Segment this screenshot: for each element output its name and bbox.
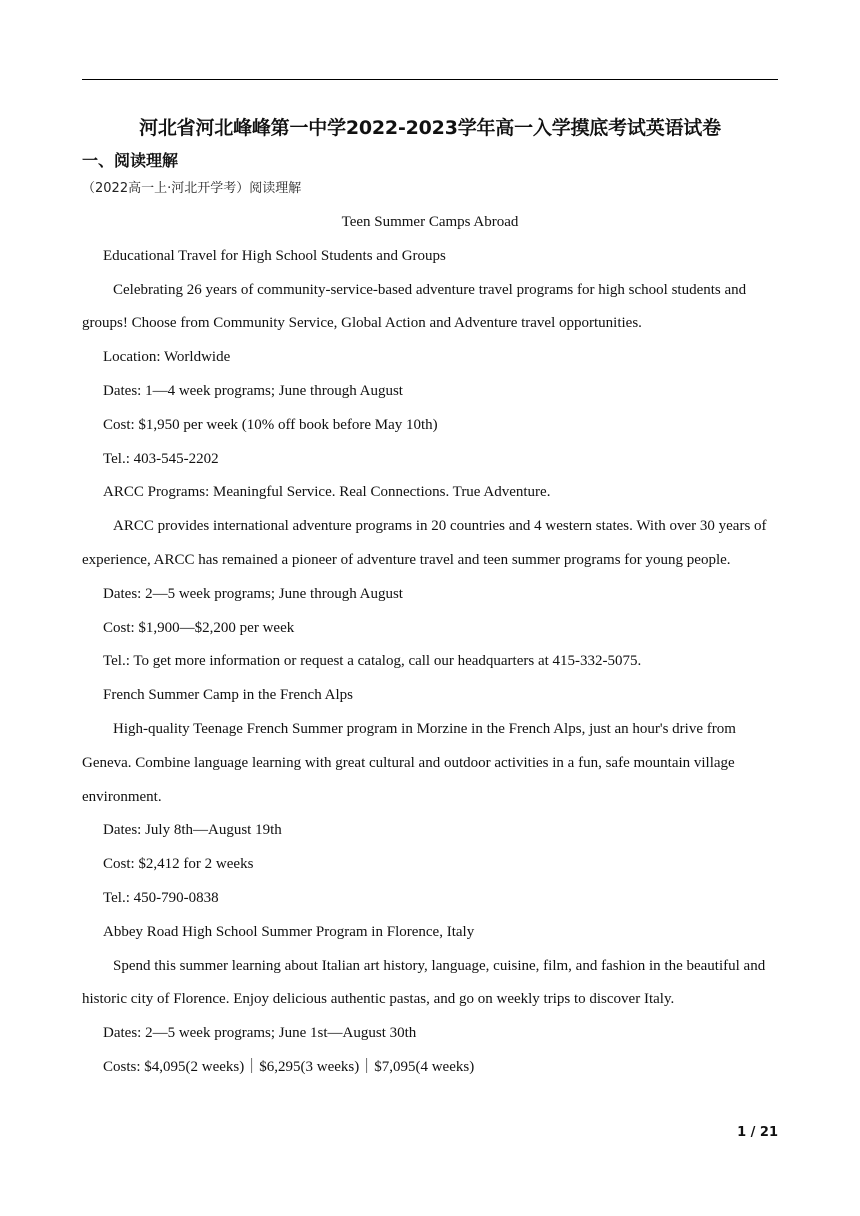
program-description: High-quality Teenage French Summer program in Morzine in the French Alps, just an hour's drive from Geneva. Combine language learning with great cultural and outdoor activities in a fun, safe mountain village environment. [82, 720, 736, 805]
program-location: Location: Worldwide [103, 349, 231, 366]
exam-title: 河北省河北峰峰第一中学2022-2023学年高一入学摸底考试英语试卷 [139, 117, 721, 139]
reading-passage [82, 206, 778, 1085]
question-source: （2022高一上·河北开学考）阅读理解 [82, 181, 302, 196]
passage-title: Teen Summer Camps Abroad [341, 214, 519, 230]
program-name: ARCC Programs: Meaningful Service. Real Connections. True Adventure. [103, 484, 551, 501]
header-rule [82, 79, 778, 80]
program-tel: Tel.: 403-545-2202 [103, 450, 219, 467]
program-description: Spend this summer learning about Italian art history, language, cuisine, film, and fashion in the beautiful and historic city of Florence. Enjoy delicious authentic pastas, and go on weekly trips to discover Italy. [82, 957, 766, 1008]
program-cost: Cost: $2,412 for 2 weeks [103, 856, 254, 873]
program-cost: Costs: $4,095(2 weeks)｜$6,295(3 weeks)｜$7,095(4 weeks) [103, 1058, 475, 1075]
program-dates: Dates: 2—5 week programs; June 1st—August 30th [103, 1025, 417, 1042]
program-dates: Dates: 2—5 week programs; June through August [103, 585, 403, 602]
program-description: ARCC provides international adventure programs in 20 countries and 4 western states. With over 30 years of experience, ARCC has remained a pioneer of adventure travel and teen summer programs for young people. [82, 518, 767, 568]
program-name: Abbey Road High School Summer Program in Florence, Italy [103, 923, 475, 940]
program-cost: Cost: $1,900—$2,200 per week [103, 619, 295, 636]
program-cost: Cost: $1,950 per week (10% off book before May 10th) [103, 416, 438, 433]
program-name: Educational Travel for High School Students and Groups [103, 247, 446, 264]
program-dates: Dates: July 8th—August 19th [103, 822, 282, 839]
section-heading: 一、阅读理解 [82, 151, 179, 170]
program-description: Celebrating 26 years of community-service-based adventure travel programs for high school students and groups! Choose from Community Service, Global Action and Adventure travel opportunities. [82, 281, 747, 332]
program-tel: Tel.: 450-790-0838 [103, 889, 219, 906]
program-dates: Dates: 1—4 week programs; June through August [103, 382, 403, 399]
program-tel: Tel.: To get more information or request a catalog, call our headquarters at 415-332-5075. [103, 653, 642, 670]
program-name: French Summer Camp in the French Alps [103, 687, 353, 704]
page-number: 1 / 21 [737, 1125, 778, 1140]
